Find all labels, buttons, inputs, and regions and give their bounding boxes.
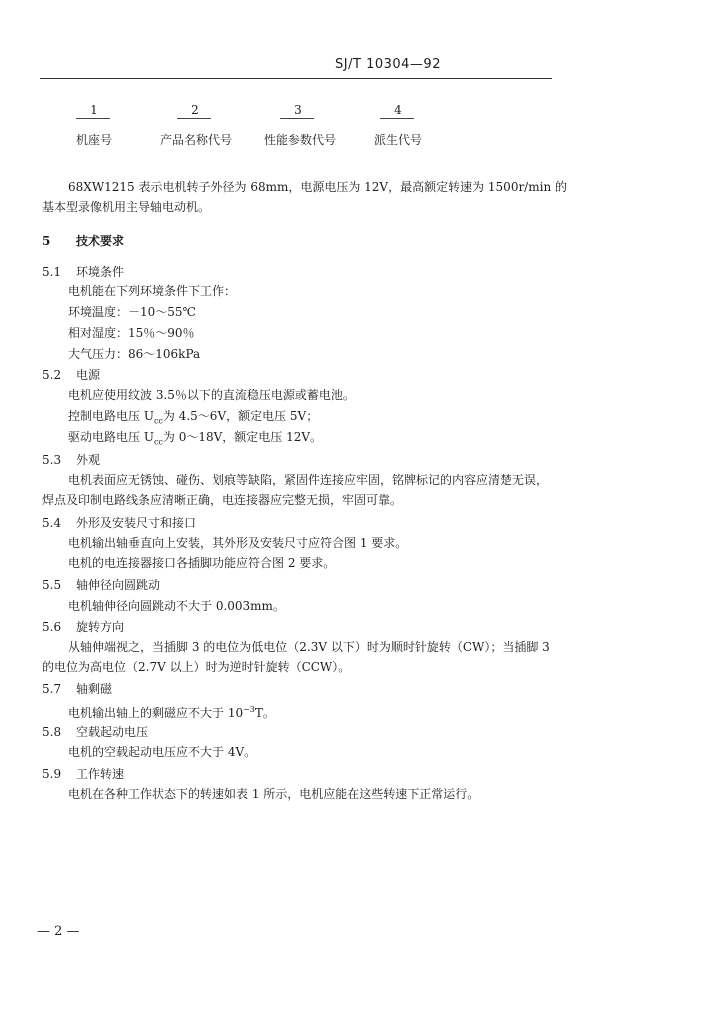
s52-line-2-sub: cc xyxy=(153,416,163,426)
s52-line-2-post: 为 4.5～6V，额定电压 5V； xyxy=(162,409,319,423)
s57-line-1 xyxy=(68,700,275,723)
section-5-1-heading xyxy=(42,263,124,280)
code-label-3: 性能参数代号 xyxy=(263,133,336,147)
section-number: 5.7 xyxy=(42,682,62,696)
header-rule xyxy=(40,78,552,79)
section-title: 旋转方向 xyxy=(76,620,125,634)
s53-line-1: 电机表面应无锈蚀、碰伤、划痕等缺陷，紧固件连接应牢固，铭牌标记的内容应清楚无误， xyxy=(68,473,549,487)
s52-line-1: 电机应使用纹波 3.5％以下的直流稳压电源或蓄电池。 xyxy=(68,388,355,402)
code-number-2: 2 xyxy=(191,103,199,117)
section-number: 5.2 xyxy=(42,368,62,382)
section-number: 5.8 xyxy=(42,725,62,739)
section-title: 外观 xyxy=(76,453,101,467)
section-number: 5.6 xyxy=(42,620,62,634)
s56-line-1: 从轴伸端视之，当插脚 3 的电位为低电位（2.3V 以下）时为顺时针旋转（CW）；当插脚 3 xyxy=(68,640,550,654)
section-5-8-heading xyxy=(42,723,148,740)
section-5-7-heading xyxy=(42,680,112,697)
section-number: 5.3 xyxy=(42,453,62,467)
section-title: 轴剩磁 xyxy=(76,682,113,696)
section-title: 电源 xyxy=(76,368,101,382)
code-line-2 xyxy=(177,118,211,119)
section-5-9-heading xyxy=(42,765,124,782)
s57-line-1-post: T。 xyxy=(254,706,275,720)
section-title: 轴伸径向圆跳动 xyxy=(76,578,161,592)
s59-line-1: 电机在各种工作状态下的转速如表 1 所示，电机应能在这些转速下正常运行。 xyxy=(68,787,480,801)
section-number: 5 xyxy=(42,234,51,248)
code-label-1: 机座号 xyxy=(75,133,112,147)
s54-line-2: 电机的电连接器接口各插脚功能应符合图 2 要求。 xyxy=(68,556,336,570)
s53-line-2: 焊点及印制电路线条应清晰正确，电连接器应完整无损，牢固可靠。 xyxy=(42,493,403,507)
example-line-2: 基本型录像机用主导轴电动机。 xyxy=(42,200,211,214)
code-number-1: 1 xyxy=(90,103,98,117)
page-header: SJ/T 10304—92 xyxy=(335,57,441,72)
section-number: 5.1 xyxy=(42,265,62,279)
code-number-4: 4 xyxy=(394,103,402,117)
s51-line-2: 环境温度：－10～55℃ xyxy=(68,305,196,319)
section-5-5-heading xyxy=(42,576,160,593)
s52-line-3-pre: 驱动电路电压 U xyxy=(68,430,154,444)
section-number: 5.4 xyxy=(42,516,62,530)
s52-line-3-post: 为 0～18V，额定电压 12V。 xyxy=(162,430,323,444)
s58-line-1: 电机的空载起动电压应不大于 4V。 xyxy=(68,745,257,759)
section-title: 外形及安装尺寸和接口 xyxy=(76,516,197,530)
code-line-3 xyxy=(280,118,314,119)
section-title: 工作转速 xyxy=(76,767,125,781)
code-label-2: 产品名称代号 xyxy=(159,133,232,147)
s51-line-1: 电机能在下列环境条件下工作： xyxy=(68,284,237,298)
s52-line-2-pre: 控制电路电压 U xyxy=(68,409,154,423)
section-number: 5.9 xyxy=(42,767,62,781)
s56-line-2: 的电位为高电位（2.7V 以上）时为逆时针旋转（CCW）。 xyxy=(42,660,351,674)
section-title: 环境条件 xyxy=(76,265,125,279)
s52-line-3-sub: cc xyxy=(153,437,163,447)
section-5-heading xyxy=(42,232,124,249)
code-line-4 xyxy=(380,118,414,119)
s54-line-1: 电机输出轴垂直向上安装，其外形及安装尺寸应符合图 1 要求。 xyxy=(68,536,408,550)
s52-line-3 xyxy=(68,427,322,452)
page-number: — 2 — xyxy=(37,924,80,939)
section-5-6-heading xyxy=(42,618,124,635)
section-5-3-heading xyxy=(42,451,100,468)
section-number: 5.5 xyxy=(42,578,62,592)
s57-line-1-pre: 电机输出轴上的剩磁应不大于 10 xyxy=(68,706,244,720)
code-line-1 xyxy=(76,118,110,119)
s57-line-1-sup: −3 xyxy=(243,705,255,714)
code-number-3: 3 xyxy=(294,103,302,117)
section-title: 技术要求 xyxy=(76,234,125,248)
s51-line-3: 相对湿度：15％～90％ xyxy=(68,326,195,340)
section-title: 空载起动电压 xyxy=(76,725,149,739)
code-label-4: 派生代号 xyxy=(373,133,422,147)
example-line-1: 68XW1215 表示电机转子外径为 68mm，电源电压为 12V，最高额定转速为 1500r/min 的 xyxy=(68,180,567,194)
section-5-2-heading xyxy=(42,366,100,383)
s55-line-1: 电机轴伸径向圆跳动不大于 0.003mm。 xyxy=(68,599,285,613)
s51-line-4: 大气压力：86～106kPa xyxy=(68,347,201,361)
section-5-4-heading xyxy=(42,514,196,531)
